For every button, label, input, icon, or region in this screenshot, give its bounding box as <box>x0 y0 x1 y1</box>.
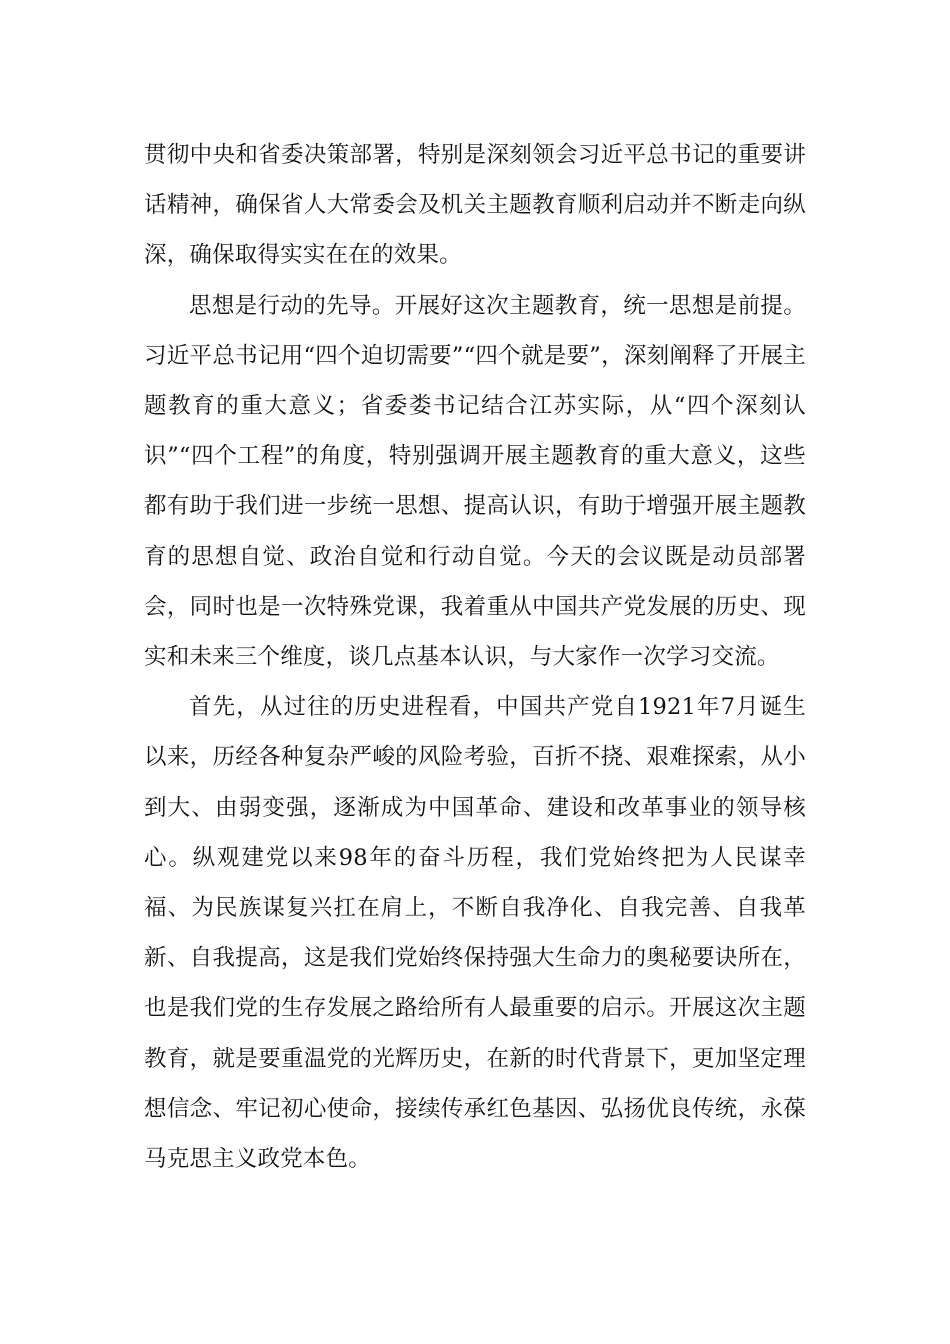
paragraph-2: 思想是行动的先导。开展好这次主题教育，统一思想是前提。习近平总书记用“四个迫切需要”“四个就是要”，深刻阐释了开展主题教育的重大意义；省委娄书记结合江苏实际，从“四个深刻认识”“四个工程”的角度，特别强调开展主题教育的重大意义，这些都有助于我们进一步统一思想、提高认识，有助于增强开展主题教育的思想自觉、政治自觉和行动自觉。今天的会议既是动员部署会，同时也是一次特殊党课，我着重从中国共产党发展的历史、现实和未来三个维度，谈几点基本认识，与大家作一次学习交流。 <box>144 292 806 671</box>
document-body <box>144 130 806 1184</box>
paragraph-1: 贯彻中央和省委决策部署，特别是深刻领会习近平总书记的重要讲话精神，确保省人大常委会及机关主题教育顺利启动并不断走向纵深，确保取得实实在在的效果。 <box>144 142 806 269</box>
paragraph-3: 首先，从过往的历史进程看，中国共产党自1921年7月诞生以来，历经各种复杂严峻的风险考验，百折不挠、艰难探索，从小到大、由弱变强，逐渐成为中国革命、建设和改革事业的领导核心。纵观建党以来98年的奋斗历程，我们党始终把为人民谋幸福、为民族谋复兴扛在肩上，不断自我净化、自我完善、自我革新、自我提高，这是我们党始终保持强大生命力的奥秘要诀所在，也是我们党的生存发展之路给所有人最重要的启示。开展这次主题教育，就是要重温党的光辉历史，在新的时代背景下，更加坚定理想信念、牢记初心使命，接续传承红色基因、弘扬优良传统，永葆马克思主义政党本色。 <box>144 694 806 1173</box>
